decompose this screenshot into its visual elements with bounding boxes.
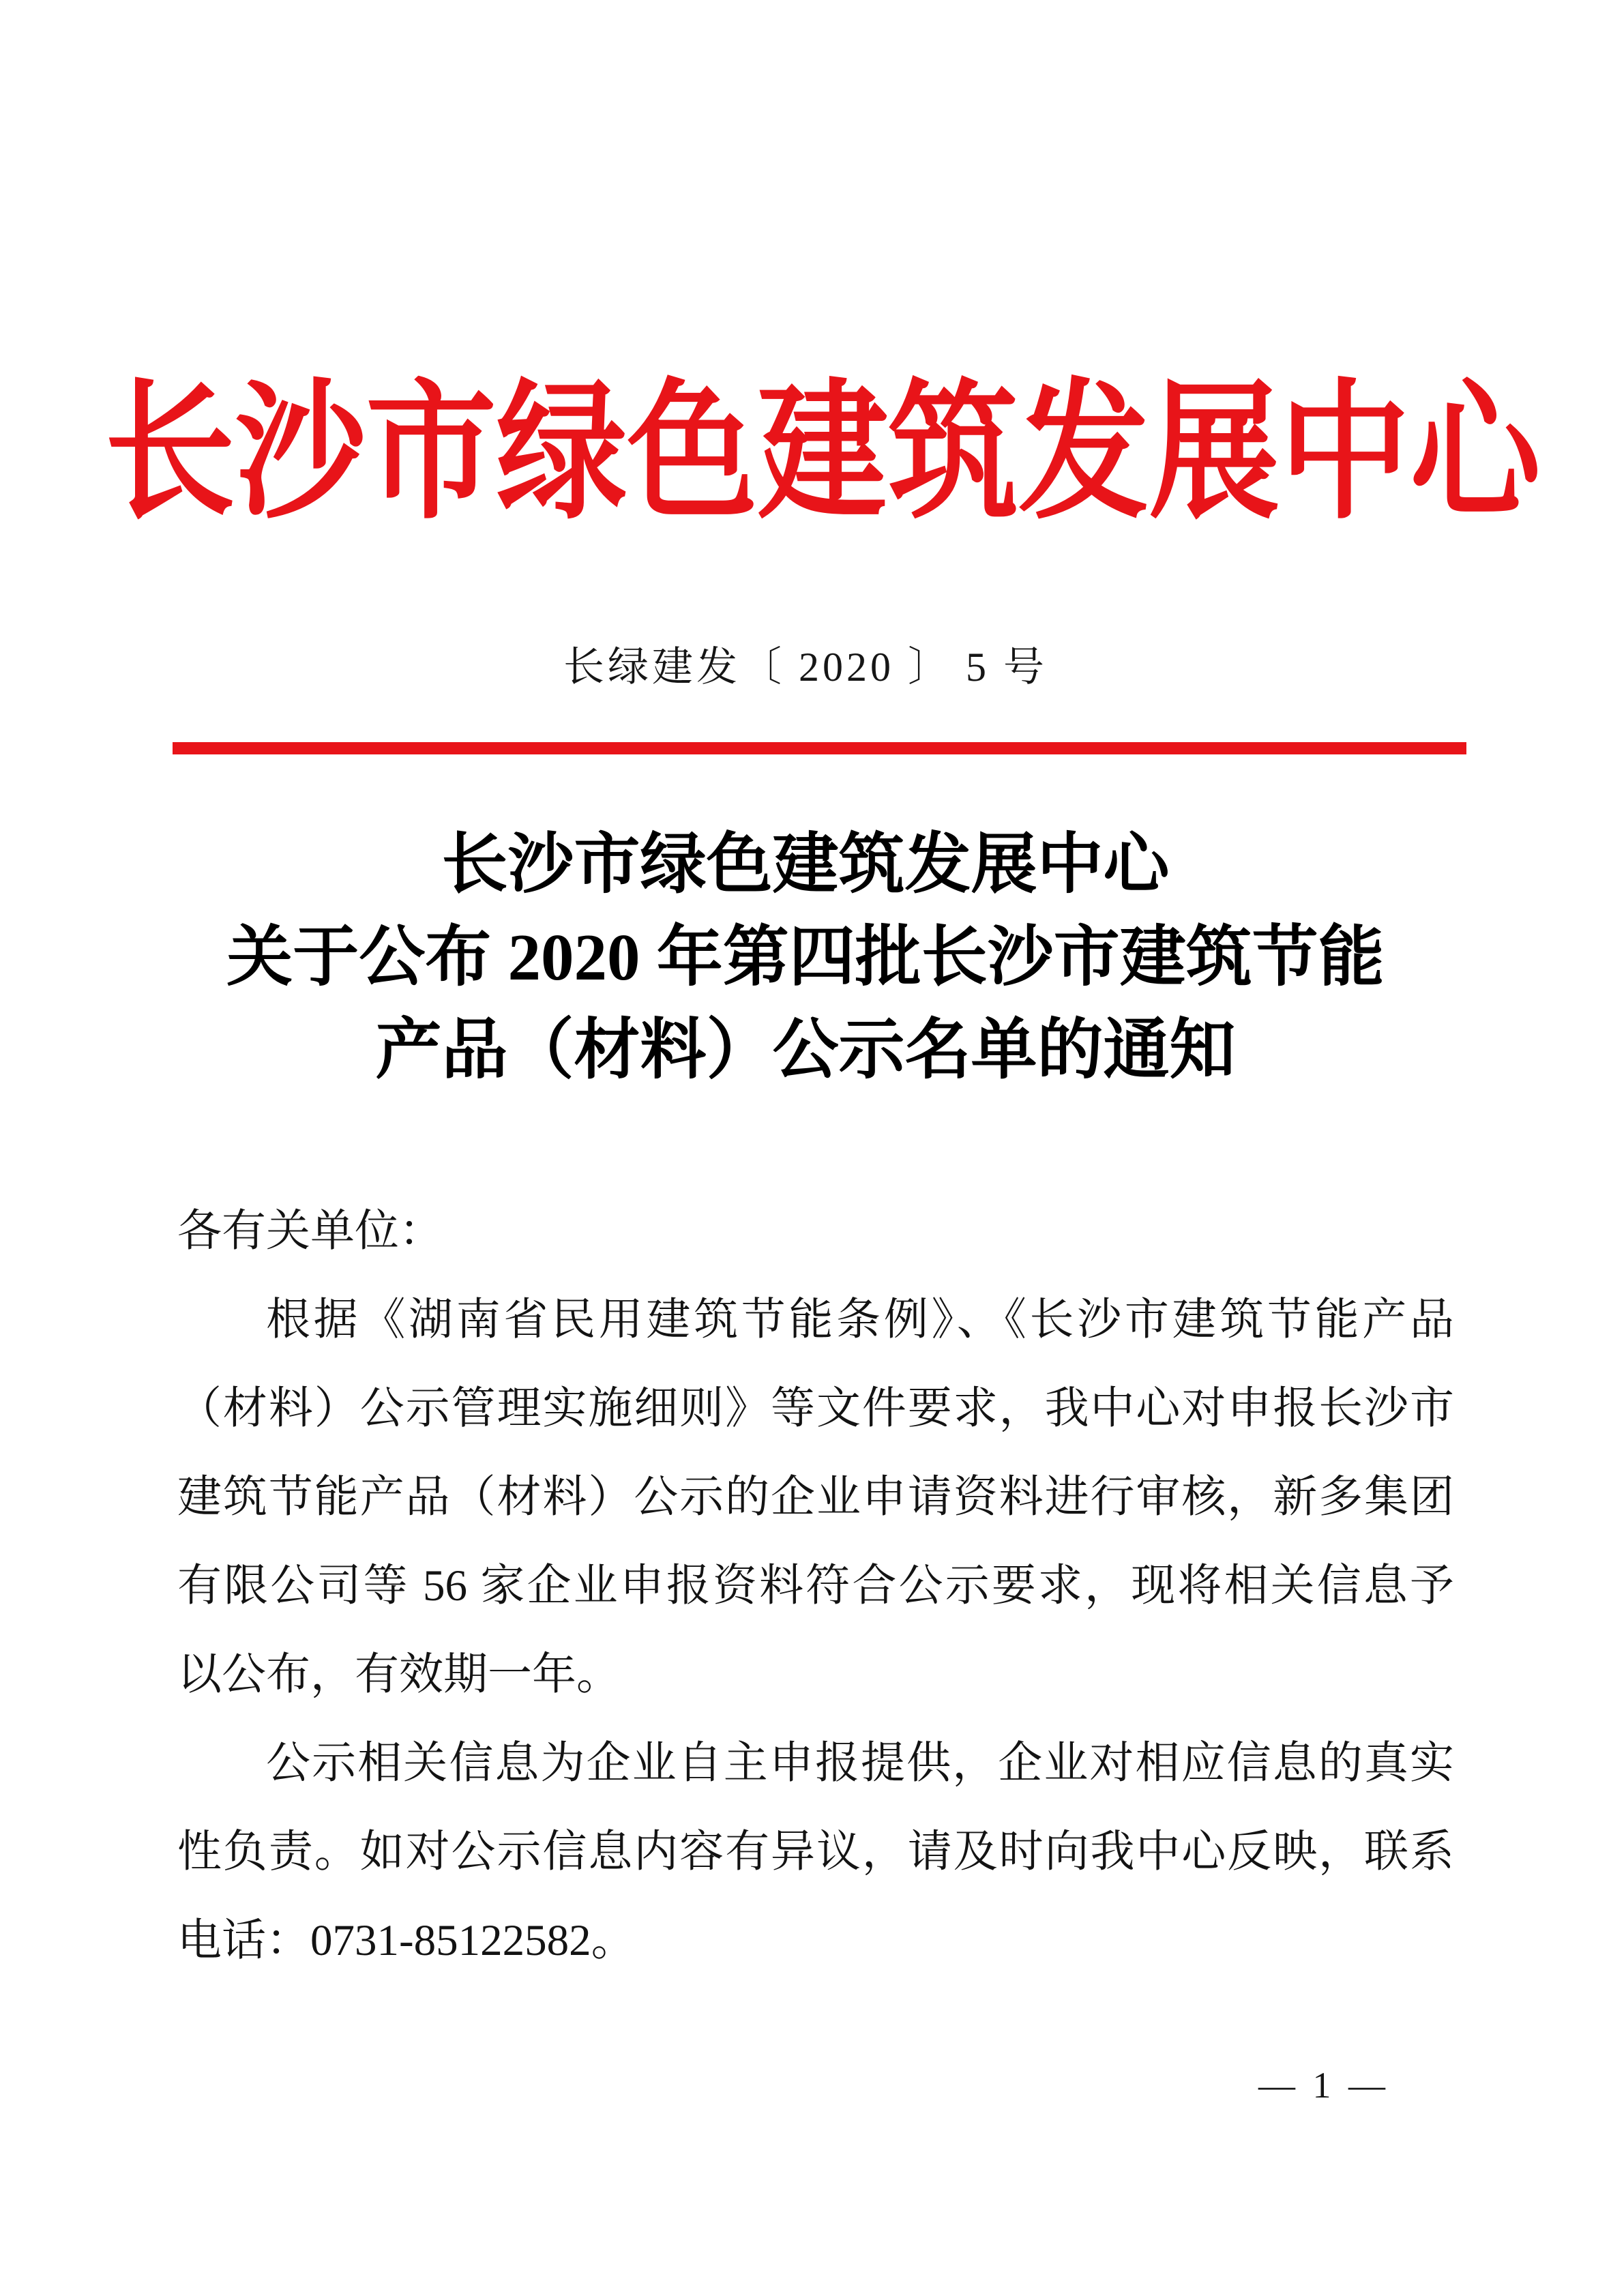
notice-title: [0, 819, 1611, 1097]
notice-title-line-1: 长沙市绿色建筑发展中心: [441, 828, 1170, 901]
body-line-8: 电话：0731-85122582。: [177, 1916, 636, 1965]
body-line-2: （材料）公示管理实施细则》等文件要求，我中心对申报长沙市: [177, 1384, 1454, 1433]
body-line-5: 以公布，有效期一年。: [177, 1650, 621, 1699]
body-line-4: 有限公司等 56 家企业申报资料符合公示要求，现将相关信息予: [177, 1561, 1454, 1610]
notice-body: [177, 1187, 1454, 1985]
page-number: — 1 —: [1258, 2065, 1389, 2106]
body-line-1: 根据《湖南省民用建筑节能条例》、《长沙市建筑节能产品: [266, 1295, 1454, 1344]
notice-title-line-2: 关于公布 2020 年第四批长沙市建筑节能: [226, 921, 1385, 994]
red-divider-line: [173, 742, 1466, 754]
letterhead-org-name: 长沙市绿色建筑发展中心: [104, 370, 1541, 537]
notice-title-line-3: 产品（材料）公示名单的通知: [375, 1014, 1236, 1087]
body-line-6: 公示相关信息为企业自主申报提供，企业对相应信息的真实: [266, 1739, 1454, 1788]
doc-number: 长绿建发〔 2020 〕 5 号: [563, 645, 1048, 690]
body-line-7: 性负责。如对公示信息内容有异议，请及时向我中心反映，联系: [177, 1827, 1454, 1876]
body-line-3: 建筑节能产品（材料）公示的企业申请资料进行审核，新多集团: [177, 1473, 1454, 1522]
salutation: 各有关单位：: [177, 1207, 444, 1256]
